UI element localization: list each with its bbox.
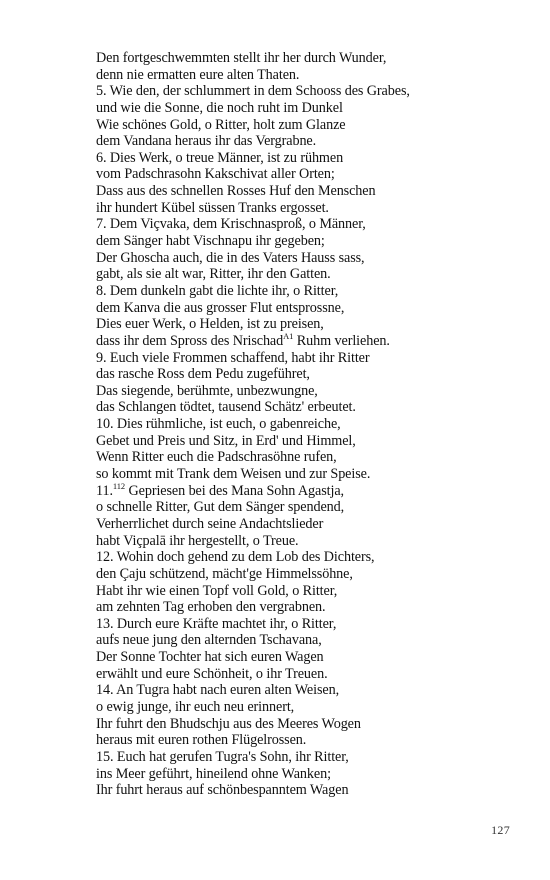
- verse-line-text: den Çaju schützend, mächt'ge Himmelssöhne,: [96, 565, 353, 582]
- verse-line: [96, 480, 526, 500]
- verse-line: [96, 200, 526, 217]
- verse-line: [96, 300, 526, 317]
- verse-line: [96, 699, 526, 716]
- verse-line: [96, 732, 526, 749]
- verse-line: [96, 516, 526, 533]
- verse-line: [96, 466, 526, 483]
- verse-line-text: o schnelle Ritter, Gut dem Sänger spendend,: [96, 499, 345, 516]
- verse-line: [96, 50, 526, 67]
- verse-line-text: heraus mit euren rothen Flügelrossen.: [96, 732, 307, 749]
- verse-text-block: [96, 50, 526, 799]
- verse-line: [96, 67, 526, 84]
- verse-line-text: das rasche Ross dem Pedu zugeführet,: [96, 366, 310, 383]
- verse-line-text: am zehnten Tag erhoben den vergrabnen.: [96, 599, 326, 616]
- verse-line-text: Der Ghoscha auch, die in des Vaters Hauss sass,: [96, 249, 365, 266]
- verse-line: [96, 716, 526, 733]
- verse-line: [96, 766, 526, 783]
- verse-line: [96, 499, 526, 516]
- verse-line-text: Den fortgeschwemmten stellt ihr her durch Wunder,: [96, 50, 387, 66]
- verse-line-text: das Schlangen tödtet, tausend Schätz' erbeutet.: [96, 399, 356, 416]
- verse-line: [96, 682, 526, 699]
- verse-line: [96, 782, 526, 799]
- verse-line-text: Gepriesen bei des Mana Sohn Agastja,: [125, 482, 344, 499]
- footnote-marker: 112: [112, 480, 126, 491]
- verse-line: [96, 583, 526, 600]
- verse-line-text: Das siegende, berühmte, unbezwungne,: [96, 382, 318, 399]
- verse-line-text: 12. Wohin doch gehend zu dem Lob des Dichters,: [96, 549, 375, 566]
- verse-line-text: Dass aus des schnellen Rosses Huf den Menschen: [96, 183, 376, 200]
- verse-line: [96, 183, 526, 200]
- verse-line-text: dem Kanva die aus grosser Flut entsprossne,: [96, 299, 345, 316]
- verse-line-text: Dies euer Werk, o Helden, ist zu preisen,: [96, 316, 324, 333]
- verse-line: [96, 383, 526, 400]
- verse-line-text: o ewig junge, ihr euch neu erinnert,: [96, 698, 295, 715]
- verse-line: [96, 399, 526, 416]
- verse-line: [96, 549, 526, 566]
- verse-line-text: 11.: [96, 482, 113, 499]
- verse-line: [96, 117, 526, 134]
- verse-line-text: 10. Dies rühmliche, ist euch, o gabenreiche,: [96, 416, 341, 433]
- verse-line: [96, 233, 526, 250]
- verse-line: [96, 330, 526, 350]
- verse-line: [96, 250, 526, 267]
- verse-line: [96, 166, 526, 183]
- verse-line-text: Ruhm verliehen.: [293, 332, 390, 349]
- verse-line: [96, 416, 526, 433]
- verse-line: [96, 133, 526, 150]
- verse-line: [96, 433, 526, 450]
- verse-line-text: ins Meer geführt, hineilend ohne Wanken;: [96, 765, 331, 782]
- verse-line: [96, 666, 526, 683]
- verse-line-text: 8. Dem dunkeln gabt die lichte ihr, o Ritter,: [96, 282, 339, 299]
- verse-line-text: und wie die Sonne, die noch ruht im Dunkel: [96, 99, 343, 116]
- verse-line: [96, 649, 526, 666]
- verse-line: [96, 632, 526, 649]
- verse-line: [96, 83, 526, 100]
- verse-line: [96, 566, 526, 583]
- verse-line-text: Ihr fuhrt heraus auf schönbespanntem Wagen: [96, 782, 349, 799]
- verse-line-text: ihr hundert Kübel süssen Tranks ergosset.: [96, 199, 329, 216]
- verse-line-text: Verherrlichet durch seine Andachtslieder: [96, 515, 324, 532]
- verse-line: [96, 216, 526, 233]
- footnote-marker: A1: [283, 330, 294, 341]
- verse-line-text: dass ihr dem Spross des Nrischad: [96, 332, 284, 349]
- verse-line-text: Der Sonne Tochter hat sich euren Wagen: [96, 649, 324, 666]
- verse-line-text: gabt, als sie alt war, Ritter, ihr den Gatten.: [96, 266, 331, 283]
- verse-line-text: so kommt mit Trank dem Weisen und zur Speise.: [96, 466, 371, 483]
- verse-line: [96, 100, 526, 117]
- verse-line-text: 13. Durch eure Kräfte machtet ihr, o Ritter,: [96, 615, 337, 632]
- verse-line-text: erwählt und eure Schönheit, o ihr Treuen.: [96, 665, 328, 682]
- verse-line-text: 5. Wie den, der schlummert in dem Schooss des Grabes,: [96, 83, 410, 100]
- verse-line: [96, 283, 526, 300]
- page-number: 127: [491, 823, 510, 837]
- verse-line: [96, 266, 526, 283]
- verse-line: [96, 316, 526, 333]
- verse-line: [96, 533, 526, 550]
- verse-line-text: 6. Dies Werk, o treue Männer, ist zu rühmen: [96, 149, 344, 166]
- verse-line-text: 14. An Tugra habt nach euren alten Weisen,: [96, 682, 340, 699]
- verse-line-text: denn nie ermatten eure alten Thaten.: [96, 66, 300, 83]
- verse-line-text: vom Padschrasohn Kakschivat aller Orten;: [96, 166, 335, 183]
- verse-line-text: 15. Euch hat gerufen Tugra's Sohn, ihr Ritter,: [96, 748, 349, 765]
- verse-line-text: Gebet und Preis und Sitz, in Erd' und Himmel,: [96, 432, 356, 449]
- verse-line-text: habt Viçpalā ihr hergestellt, o Treue.: [96, 532, 299, 549]
- verse-line-text: 9. Euch viele Frommen schaffend, habt ihr Ritter: [96, 349, 370, 366]
- verse-line-text: Ihr fuhrt den Bhudschju aus des Meeres Wogen: [96, 715, 361, 732]
- verse-line-text: Wie schönes Gold, o Ritter, holt zum Glanze: [96, 116, 346, 133]
- verse-line: [96, 366, 526, 383]
- verse-line-text: dem Vandana heraus ihr das Vergrabne.: [96, 133, 317, 150]
- verse-line-text: 7. Dem Viçvaka, dem Krischnasproß, o Männer,: [96, 216, 366, 233]
- verse-line-text: Wenn Ritter euch die Padschrasöhne rufen,: [96, 449, 337, 466]
- verse-line: [96, 749, 526, 766]
- verse-line: [96, 350, 526, 367]
- verse-line-text: Habt ihr wie einen Topf voll Gold, o Ritter,: [96, 582, 338, 599]
- verse-line: [96, 599, 526, 616]
- verse-line: [96, 616, 526, 633]
- verse-line: [96, 449, 526, 466]
- verse-line-text: aufs neue jung den alternden Tschavana,: [96, 632, 322, 649]
- verse-line: [96, 150, 526, 167]
- verse-line-text: dem Sänger habt Vischnapu ihr gegeben;: [96, 233, 325, 250]
